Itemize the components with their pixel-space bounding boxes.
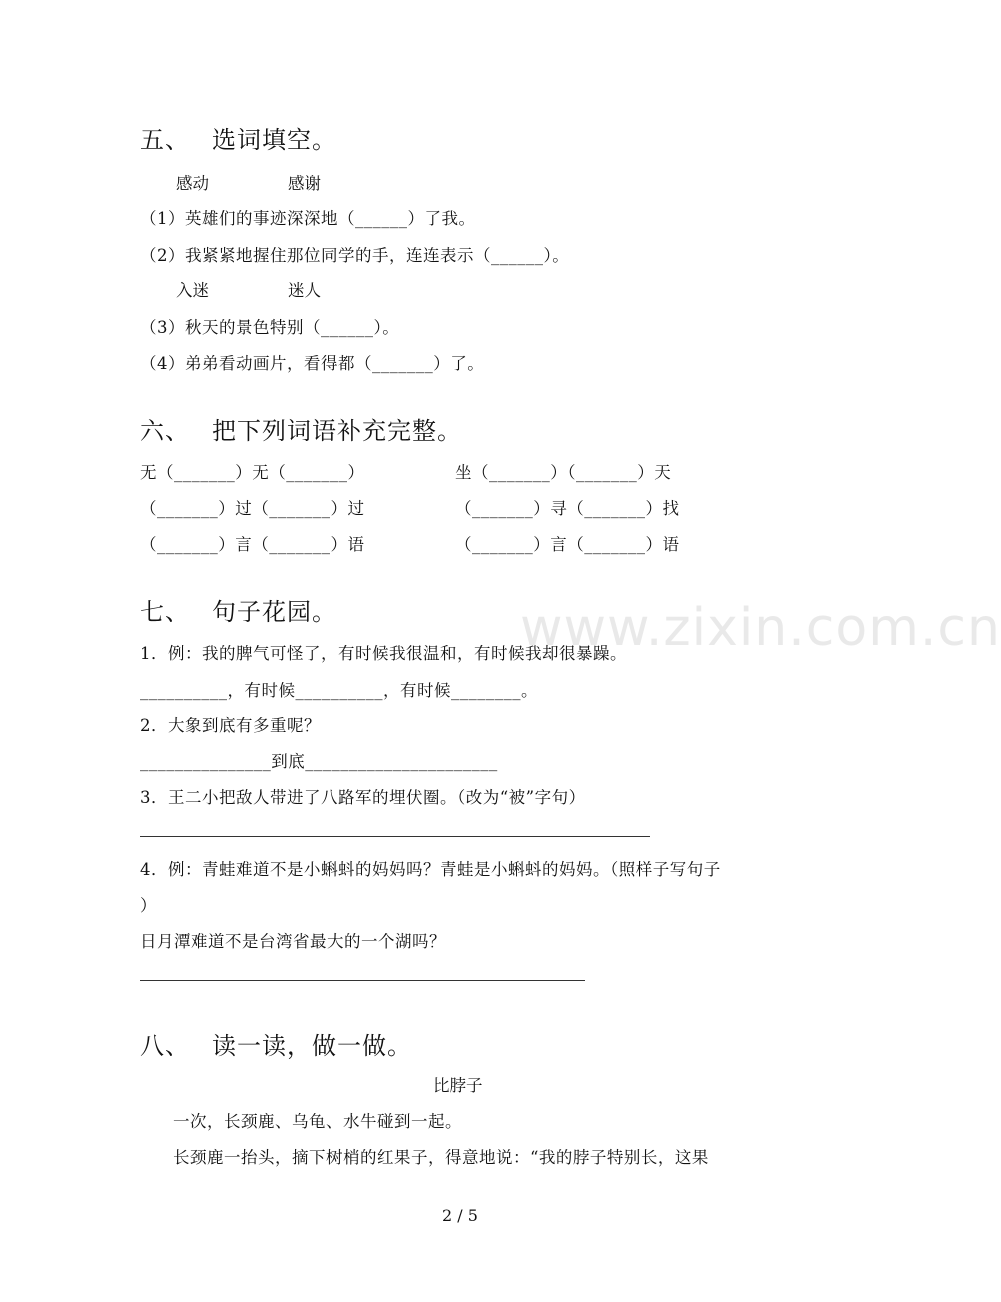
section-5-heading xyxy=(140,120,337,155)
section-6-heading xyxy=(140,411,462,446)
sentence-q3: 3．王二小把敌人带进了八路军的埋伏圈。（改为“被”字句） xyxy=(140,788,586,807)
story-paragraph-2: 长颈鹿一抬头，摘下树梢的红果子，得意地说：“我的脖子特别长，这果 xyxy=(173,1148,709,1167)
page-number: 2 / 5 xyxy=(442,1206,478,1225)
section-8-heading xyxy=(140,1026,412,1061)
word-option-1: 感动 xyxy=(176,174,209,193)
idiom-row-3-left: （_______）言（_______）语 xyxy=(140,535,365,554)
fill-item-4: （4）弟弟看动画片，看得都（_______）了。 xyxy=(140,354,485,373)
sentence-q4-prompt: 日月潭难道不是台湾省最大的一个湖吗？ xyxy=(140,932,446,951)
idiom-row-1-right: 坐（_______）（_______）天 xyxy=(455,463,672,482)
section-7-heading xyxy=(140,592,337,627)
word-option-2: 感谢 xyxy=(288,174,321,193)
section-5-title: 选词填空。 xyxy=(212,126,337,154)
sentence-q1: 1．例：我的脾气可怪了，有时候我很温和，有时候我却很暴躁。 xyxy=(140,644,627,663)
answer-line-q3 xyxy=(140,836,650,837)
section-8-title: 读一读，做一做。 xyxy=(212,1032,412,1060)
sentence-q4: 4．例：青蛙难道不是小蝌蚪的妈妈吗？青蛙是小蝌蚪的妈妈。（照样子写句子 xyxy=(140,860,721,879)
word-option-3: 入迷 xyxy=(176,281,209,300)
fill-item-2: （2）我紧紧地握住那位同学的手，连连表示（______）。 xyxy=(140,246,570,265)
answer-line-q4 xyxy=(140,980,585,981)
section-6-title: 把下列词语补充完整。 xyxy=(212,417,462,445)
idiom-row-1-left: 无（_______）无（_______） xyxy=(140,463,365,482)
section-5-number: 五、 xyxy=(140,126,190,154)
section-8-number: 八、 xyxy=(140,1032,190,1060)
idiom-row-2-right: （_______）寻（_______）找 xyxy=(455,499,680,518)
fill-item-1: （1）英雄们的事迹深深地（______）了我。 xyxy=(140,209,476,228)
story-title: 比脖子 xyxy=(433,1076,483,1095)
section-7-title: 句子花园。 xyxy=(212,598,337,626)
idiom-row-2-left: （_______）过（_______）过 xyxy=(140,499,365,518)
word-option-4: 迷人 xyxy=(288,281,321,300)
sentence-q2: 2．大象到底有多重呢？ xyxy=(140,716,321,735)
sentence-q1-answer: __________，有时候__________，有时候________。 xyxy=(140,681,538,700)
sentence-q2-answer: _______________到底______________________ xyxy=(140,752,498,771)
idiom-row-3-right: （_______）言（_______）语 xyxy=(455,535,680,554)
sentence-q4-cont: ） xyxy=(140,896,157,915)
fill-item-3: （3）秋天的景色特别（______）。 xyxy=(140,318,400,337)
story-paragraph-1: 一次，长颈鹿、乌龟、水牛碰到一起。 xyxy=(173,1112,462,1131)
section-6-number: 六、 xyxy=(140,417,190,445)
section-7-number: 七、 xyxy=(140,598,190,626)
watermark-text: www.zixin.com.cn xyxy=(520,598,1001,658)
